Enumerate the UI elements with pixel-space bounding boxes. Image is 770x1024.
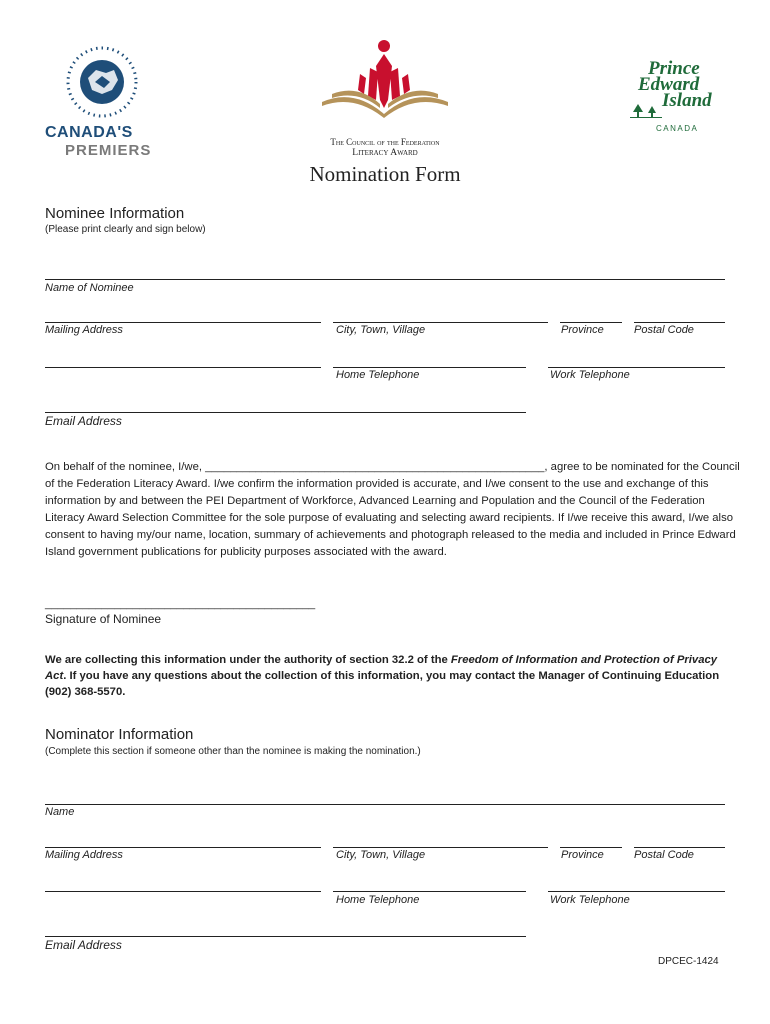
nominator-name-field[interactable] [45, 780, 725, 804]
nominee-name-input[interactable] [45, 255, 725, 279]
nominee-city-label: City, Town, Village [336, 324, 426, 336]
nominator-postal-field[interactable] [634, 823, 725, 847]
nominator-home-phone-line [333, 891, 526, 892]
nominee-mailing-field[interactable] [45, 298, 321, 322]
nominator-work-phone-field[interactable] [548, 867, 725, 891]
canadas-premiers-line1: CANADA'S [45, 124, 133, 141]
privacy-notice-part2: . If you have any questions about the collection of this information, you may contact the Manager of Continuing Education (902) 368-5570. [45, 670, 720, 698]
nominator-postal-label: Postal Code [634, 849, 694, 861]
nominee-email-label: Email Address [45, 414, 122, 428]
nominator-home-phone-label: Home Telephone [336, 894, 420, 906]
nominee-section-subheading: (Please print clearly and sign below) [45, 224, 206, 235]
nominee-name-label: Name of Nominee [45, 282, 134, 294]
nominee-postal-label: Postal Code [634, 324, 694, 336]
nominator-mailing-input[interactable] [45, 823, 321, 847]
nominator-mailing-line [45, 847, 321, 848]
nominee-province-label: Province [561, 324, 604, 336]
nominee-work-phone-input[interactable] [548, 343, 725, 367]
nominee-postal-line [634, 322, 725, 323]
nominator-mailing-line2 [45, 891, 321, 892]
nominator-postal-line [634, 847, 725, 848]
nominee-mailing-label: Mailing Address [45, 324, 123, 336]
nominator-postal-input[interactable] [634, 823, 725, 847]
nominator-home-phone-field[interactable] [333, 867, 526, 891]
nominee-postal-field[interactable] [634, 298, 725, 322]
pei-logo-line2: Edward [638, 74, 700, 95]
nominee-mailing-line2-input[interactable] [45, 343, 321, 367]
nominee-work-phone-label: Work Telephone [550, 369, 630, 381]
nominee-email-input[interactable] [45, 388, 526, 412]
nominator-name-input[interactable] [45, 780, 725, 804]
nominator-city-line [333, 847, 548, 848]
nominee-name-line [45, 279, 725, 280]
privacy-act-name: Freedom of Information and Protection of Privacy Act [45, 654, 718, 682]
privacy-notice [45, 652, 735, 700]
literacy-award-logo [318, 38, 452, 163]
form-code: DPCEC-1424 [658, 956, 719, 967]
nominator-city-label: City, Town, Village [336, 849, 426, 861]
nominee-home-phone-label: Home Telephone [336, 369, 420, 381]
nominee-city-line [333, 322, 548, 323]
nominator-work-phone-line [548, 891, 725, 892]
nominator-province-label: Province [561, 849, 604, 861]
nominee-mailing-line2-field[interactable] [45, 343, 321, 367]
nominee-work-phone-field[interactable] [548, 343, 725, 367]
nominator-work-phone-input[interactable] [548, 867, 725, 891]
nominator-city-field[interactable] [333, 823, 548, 847]
nominee-mailing-line2 [45, 367, 321, 368]
consent-paragraph: On behalf of the nominee, I/we, ______________________________________________________, agree to be nominated for the Council of the Federation Literacy Award. I/we confirm the information provided is accurate, and I/we consent to the use and exchange of this information by and between the PEI Department of Workforce, Advanced Learning and Population and the Council of the Federation Literacy Award Selection Committee for the sole purpose of evaluating and selecting award recipients. If I/we receive this award, I/we also consent to having my/our name, location, summary of achievements and photograph released to the media and included in Prince Edward Island government publications for publicity purposes associated with the award. [45, 461, 740, 558]
pei-logo [628, 58, 728, 138]
nominee-province-line [560, 322, 622, 323]
nominee-signature-line[interactable]: ___________________________________________ [45, 598, 316, 610]
literacy-award-line2: Literacy Award [352, 148, 418, 158]
nominee-mailing-line [45, 322, 321, 323]
literacy-award-line1: The Council of the Federation [330, 137, 440, 147]
canadas-premiers-line2: PREMIERS [65, 142, 152, 159]
nominee-email-field[interactable] [45, 388, 526, 412]
canadas-premiers-logo [40, 40, 170, 165]
nominator-mailing-line2-field[interactable] [45, 867, 321, 891]
nominee-section-heading: Nominee Information [45, 205, 185, 222]
nominee-work-phone-line [548, 367, 725, 368]
nominator-work-phone-label: Work Telephone [550, 894, 630, 906]
pei-logo-line1: Prince [648, 58, 700, 79]
nominee-signature-label: Signature of Nominee [45, 612, 162, 626]
nominee-home-phone-field[interactable] [333, 343, 526, 367]
nominee-postal-input[interactable] [634, 298, 725, 322]
nominator-email-line [45, 936, 526, 937]
nominator-email-field[interactable] [45, 912, 526, 936]
nominee-province-input[interactable] [560, 298, 622, 322]
nominator-name-line [45, 804, 725, 805]
nominee-email-line [45, 412, 526, 413]
form-title: Nomination Form [309, 162, 461, 186]
nominator-province-input[interactable] [560, 823, 622, 847]
nominee-home-phone-input[interactable] [333, 343, 526, 367]
nominator-mailing-field[interactable] [45, 823, 321, 847]
nominator-name-label: Name [45, 806, 75, 818]
nominee-name-field[interactable] [45, 255, 725, 279]
nominator-province-field[interactable] [560, 823, 622, 847]
nominator-home-phone-input[interactable] [333, 867, 526, 891]
privacy-notice-part1: We are collecting this information under the authority of section 32.2 of the [45, 654, 451, 666]
nominee-home-phone-line [333, 367, 526, 368]
pei-tree-icon [630, 102, 662, 118]
pei-logo-country: CANADA [656, 124, 699, 133]
nominator-section-subheading: (Complete this section if someone other than the nominee is making the nomination.) [45, 746, 421, 757]
nominator-city-input[interactable] [333, 823, 548, 847]
nominator-section-heading: Nominator Information [45, 726, 194, 743]
pei-logo-line3: Island [662, 90, 712, 111]
nominator-province-line [560, 847, 622, 848]
nominee-city-input[interactable] [333, 298, 548, 322]
nominator-mailing-label: Mailing Address [45, 849, 123, 861]
nominee-city-field[interactable] [333, 298, 548, 322]
nominator-mailing-line2-input[interactable] [45, 867, 321, 891]
nominee-province-field[interactable] [560, 298, 622, 322]
literacy-award-emblem-icon [318, 38, 452, 118]
nominator-email-input[interactable] [45, 912, 526, 936]
nominee-mailing-input[interactable] [45, 298, 321, 322]
nominator-email-label: Email Address [45, 938, 122, 952]
